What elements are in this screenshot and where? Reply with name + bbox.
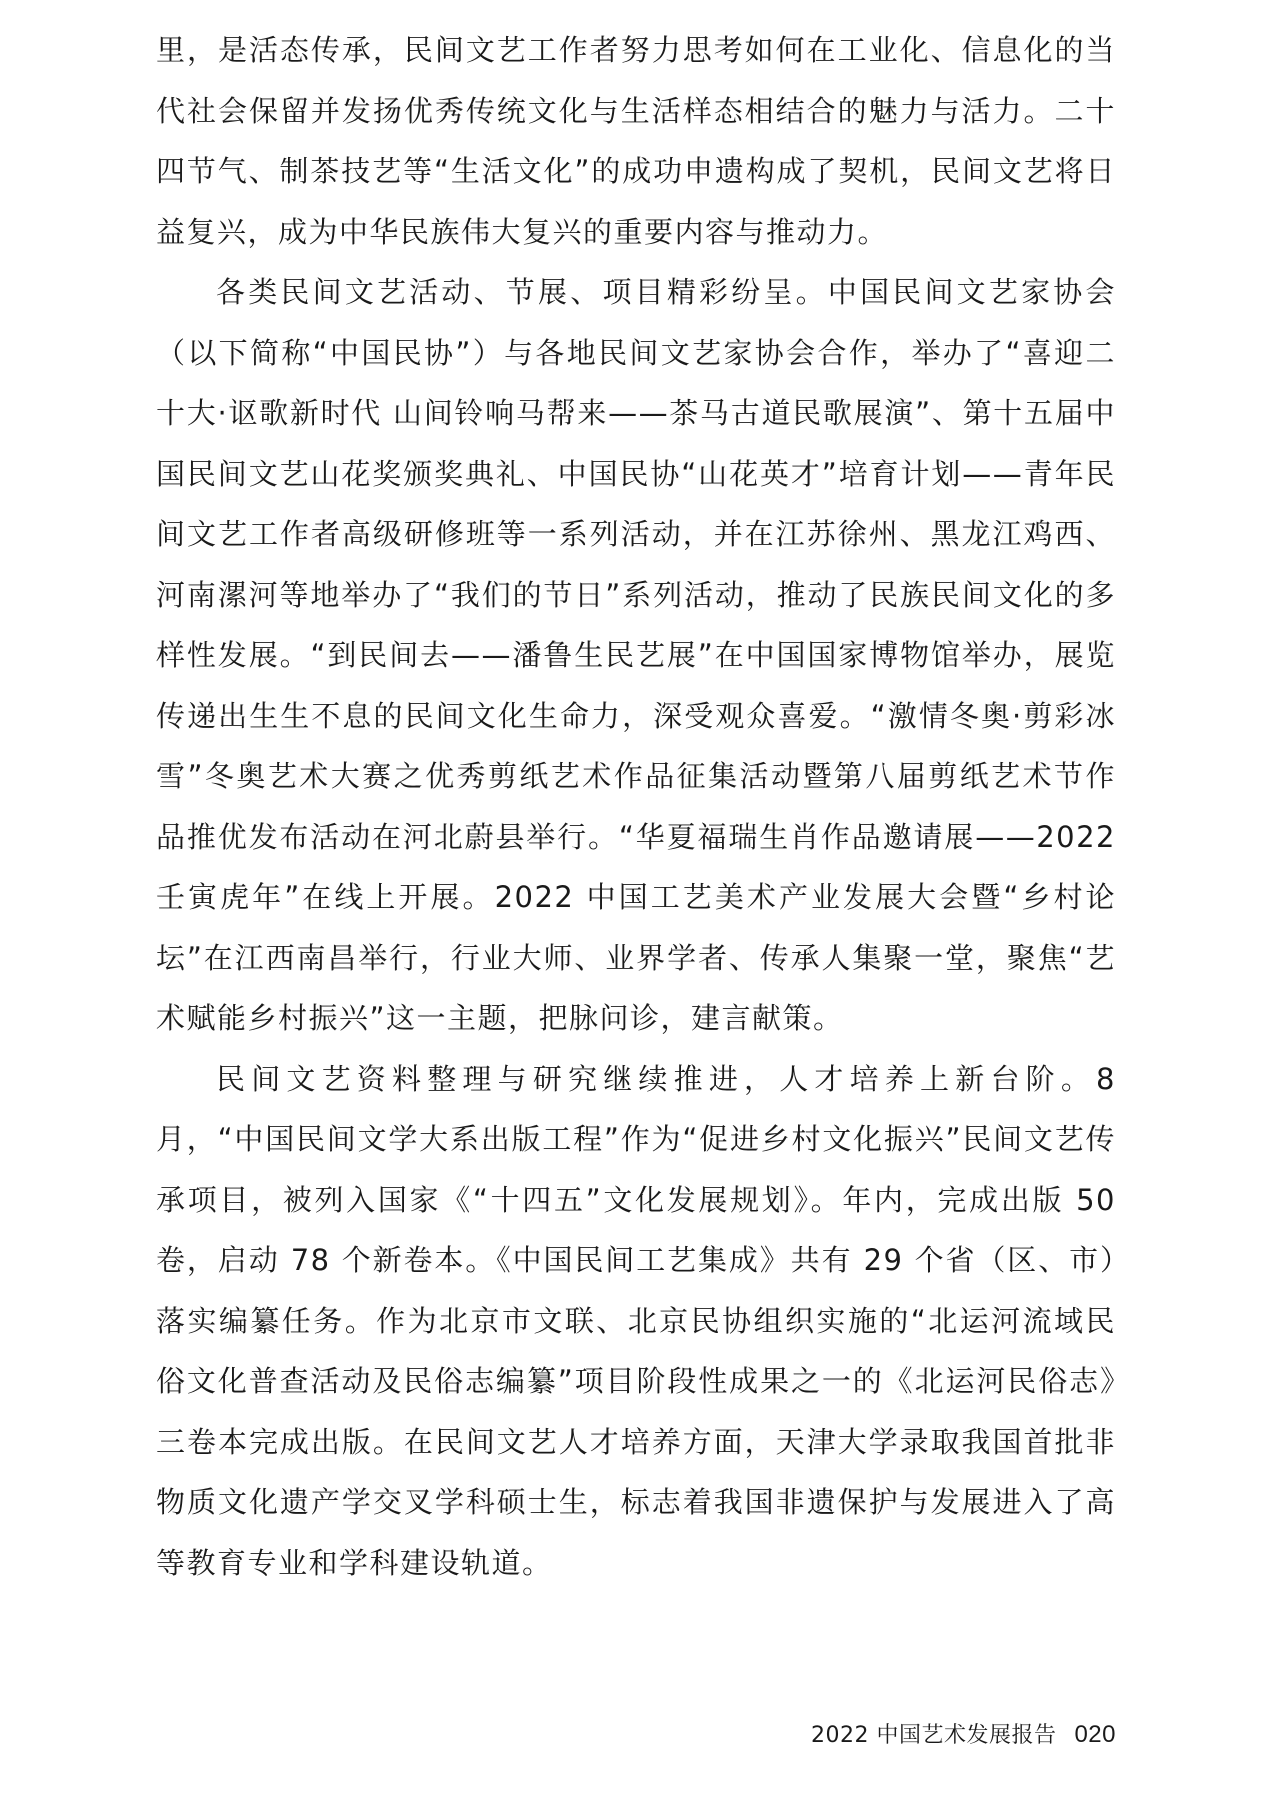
- page-number: 020: [1074, 1721, 1116, 1748]
- body-text: [156, 20, 1116, 1593]
- report-title: 2022 中国艺术发展报告: [810, 1723, 1057, 1748]
- paragraph-folk-arts-activities: 各类民间文艺活动、节展、项目精彩纷呈。中国民间文艺家协会（以下简称“中国民协”）与各地民间文艺家协会合作，举办了“喜迎二十大·讴歌新时代 山间铃响马帮来——茶马古道民歌展演”、第十五届中国民间文艺山花奖颁奖典礼、中国民协“山花英才”培育计划——青年民间文艺工作者高级研修班等一系列活动，并在江苏徐州、黑龙江鸡西、河南漯河等地举办了“我们的节日”系列活动，推动了民族民间文化的多样性发展。“到民间去——潘鲁生民艺展”在中国国家博物馆举办，展览传递出生生不息的民间文化生命力，深受观众喜爱。“激情冬奥·剪彩冰雪”冬奥艺术大赛之优秀剪纸艺术作品征集活动暨第八届剪纸艺术节作品推优发布活动在河北蔚县举行。“华夏福瑞生肖作品邀请展——2022 壬寅虎年”在线上开展。2022 中国工艺美术产业发展大会暨“乡村论坛”在江西南昌举行，行业大师、业界学者、传承人集聚一堂，聚焦“艺术赋能乡村振兴”这一主题，把脉问诊，建言献策。: [156, 275, 1116, 1035]
- paragraph-continuation: 里，是活态传承，民间文艺工作者努力思考如何在工业化、信息化的当代社会保留并发扬优秀传统文化与生活样态相结合的魅力与活力。二十四节气、制茶技艺等“生活文化”的成功申遗构成了契机，民间文艺将日益复兴，成为中华民族伟大复兴的重要内容与推动力。: [156, 33, 1116, 249]
- page-footer: [811, 1718, 1116, 1749]
- paragraph-folk-arts-research: 民间文艺资料整理与研究继续推进，人才培养上新台阶。8 月，“中国民间文学大系出版工程”作为“促进乡村文化振兴”民间文艺传承项目，被列入国家《“十四五”文化发展规划》。年内，完成出版 50 卷，启动 78 个新卷本。《中国民间工艺集成》共有 29 个省（区、市）落实编纂任务。作为北京市文联、北京民协组织实施的“北运河流域民俗文化普查活动及民俗志编纂”项目阶段性成果之一的《北运河民俗志》三卷本完成出版。在民间文艺人才培养方面，天津大学录取我国首批非物质文化遗产学交叉学科硕士生，标志着我国非遗保护与发展进入了高等教育专业和学科建设轨道。: [156, 1061, 1116, 1580]
